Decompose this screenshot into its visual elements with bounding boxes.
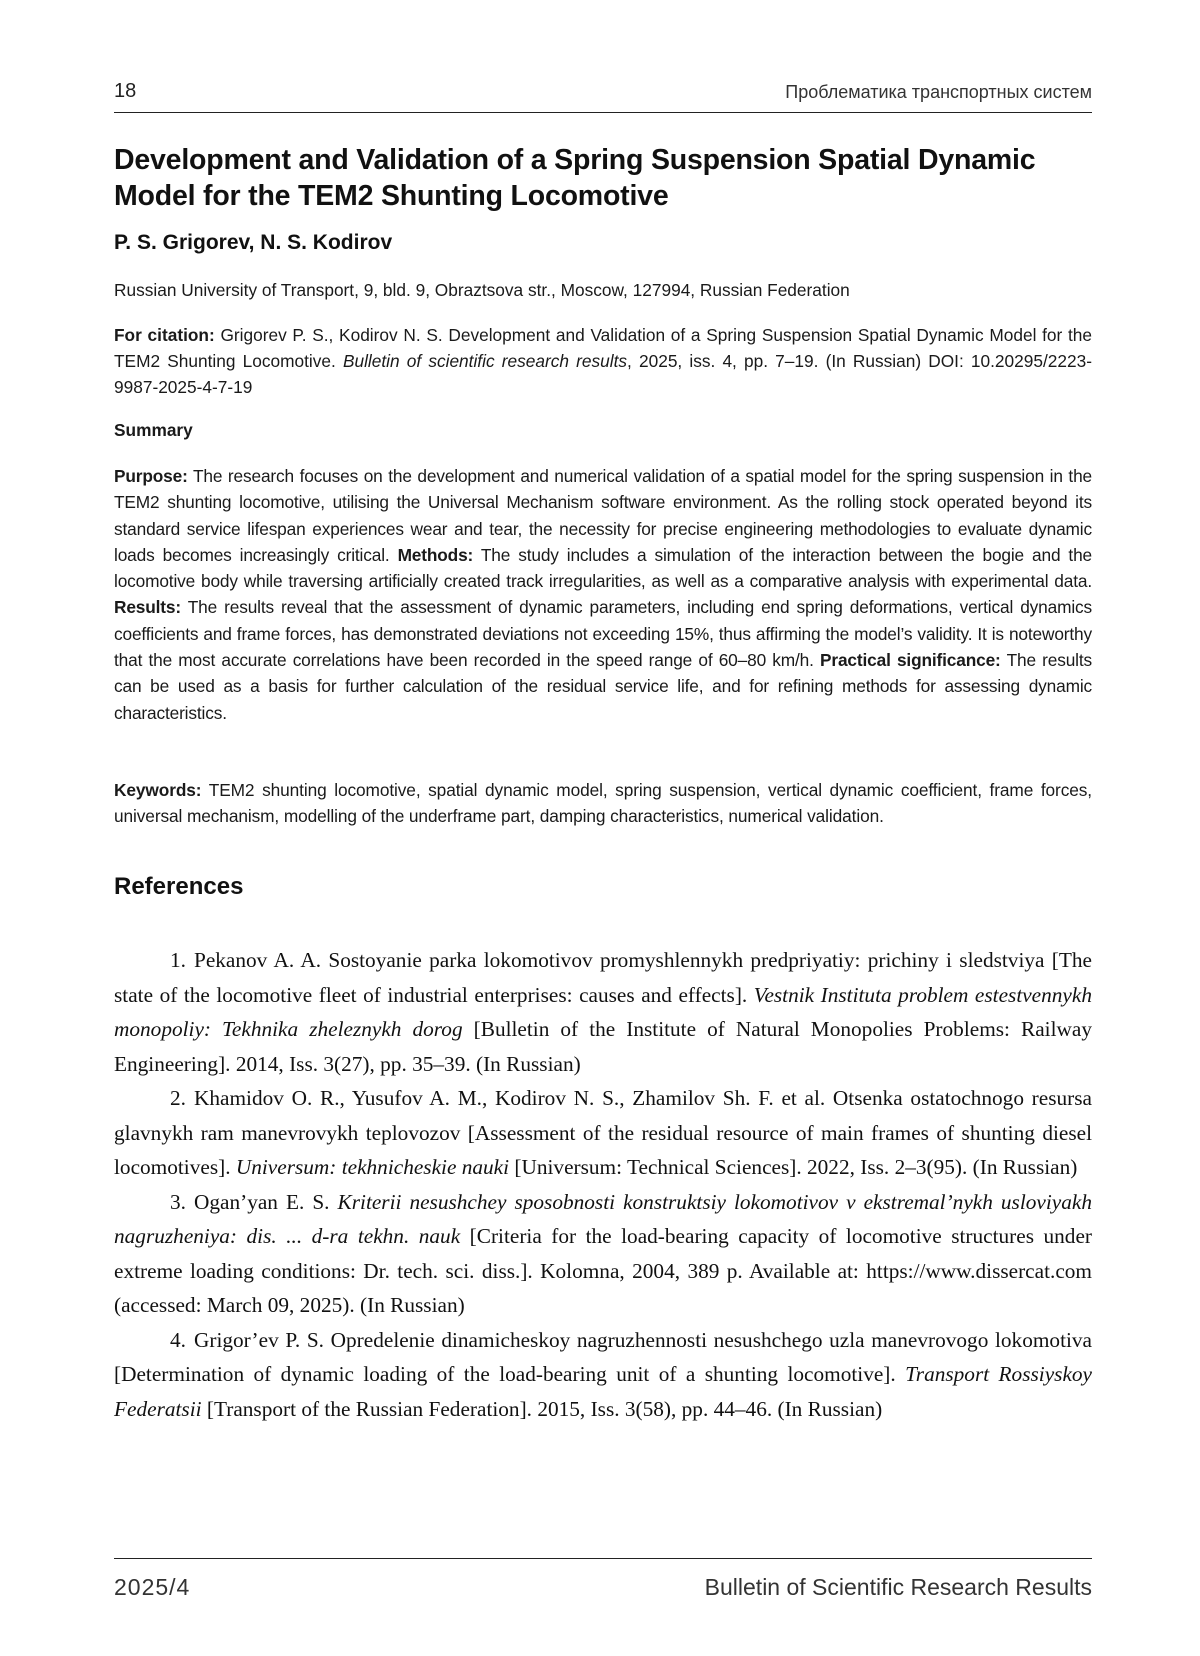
summary-heading: Summary [114, 420, 193, 440]
article-authors: P. S. Grigorev, N. S. Kodirov [114, 231, 393, 254]
purpose-label: Purpose: [114, 466, 188, 486]
issue-number: 2025/4 [114, 1574, 191, 1600]
reference-item [114, 943, 1092, 1081]
reference-source: Kriterii nesushchey sposobnosti konstruktsiy lokomotivov v ekstremal’nykh usloviyakh nagruzheniya: dis. ... d-ra tekhn. nauk [114, 1189, 1092, 1248]
article-title: Development and Validation of a Spring Suspension Spatial Dynamic Model for the TEM2 Shunting Locomotive [114, 144, 1036, 212]
reference-number: 4. [170, 1327, 186, 1352]
reference-text-after: [Criteria for the load-bearing capacity of locomotive structures under extreme loading conditions: Dr. tech. sci. diss.]. Kolomna, 2004, 389 p. Available at: https://www.dissercat.com (accessed: March 09, 2025). (In Russian) [114, 1224, 1092, 1317]
keywords-text: TEM2 shunting locomotive, spatial dynamic model, spring suspension, vertical dynamic coefficient, frame forces, universal mechanism, modelling of the underframe part, damping characteristics, numerical validation. [114, 780, 1092, 827]
references-list [114, 943, 1092, 1426]
journal-name: Bulletin of Scientific Research Results [704, 1574, 1092, 1600]
reference-text-after: [Transport of the Russian Federation]. 2015, Iss. 3(58), pp. 44–46. (In Russian) [201, 1396, 883, 1421]
journal-page [114, 0, 1092, 1656]
reference-item [114, 1081, 1092, 1185]
references-heading: References [114, 873, 244, 900]
page-footer [114, 1558, 1092, 1609]
results-label: Results: [114, 597, 181, 618]
reference-text: Pekanov A. A. Sostoyanie parka lokomotivov promyshlennykh predpriyatiy: prichiny i sledstviya [The state of the locomotive fleet of industrial enterprises: causes and effects]. [114, 948, 1092, 1007]
citation-label: For citation: [114, 325, 215, 345]
reference-text: Grigor’ev P. S. Opredelenie dinamicheskoy nagruzhennosti nesushchego uzla manevrovogo lokomotiva [Determination of dynamic loading of the load-bearing unit of a shunting locomotive]. [114, 1327, 1092, 1386]
keywords-block [114, 777, 1092, 830]
author-affiliation: Russian University of Transport, 9, bld. 9, Obraztsova str., Moscow, 127994, Russian Federation [114, 280, 850, 300]
results-text: The results reveal that the assessment of dynamic parameters, including end spring deformations, vertical dynamics coefficients and frame forces, has demonstrated deviations not exceeding 15%, thus affirming the model’s validity. It is noteworthy that the most accurate correlations have been recorded in the speed range of 60–80 km/h. [114, 597, 1092, 671]
reference-number: 3. [170, 1189, 186, 1214]
reference-item [114, 1185, 1092, 1323]
reference-number: 1. [170, 948, 186, 972]
reference-source: Transport Rossiyskoy Federatsii [114, 1362, 1092, 1421]
significance-text: The results can be used as a basis for further calculation of the residual service life, and for refining methods for assessing dynamic characteristics. [114, 650, 1093, 723]
reference-text-after: [Bulletin of the Institute of Natural Monopolies Problems: Railway Engineering]. 2014, Iss. 3(27), pp. 35–39. (In Russian) [114, 1017, 1092, 1076]
methods-label: Methods: [397, 544, 474, 565]
methods-text: The study includes a simulation of the interaction between the bogie and the locomotive body while traversing artificially created track irregularities, as well as a comparative analysis with experimental data. [114, 544, 1092, 592]
reference-text: Khamidov O. R., Yusufov A. M., Kodirov N. S., Zhamilov Sh. F. et al. Otsenka ostatochnogo resursa glavnykh ram manevrovykh teplovozov [Assessment of the residual resource of main frames of shunting diesel locomotives]. [114, 1086, 1092, 1179]
citation-block [114, 322, 1092, 400]
purpose-text: The research focuses on the development and numerical validation of a spatial model for the spring suspension in the TEM2 shunting locomotive, utilising the Universal Mechanism software environment. As the rolling stock operated beyond its standard service lifespan experiences wear and tear, the necessity for precise engineering methodologies to evaluate dynamic loads becomes increasingly critical. [114, 466, 1092, 565]
keywords-label: Keywords: [114, 780, 202, 800]
running-header [114, 76, 1092, 113]
reference-source: Universum: tekhnicheskie nauki [235, 1155, 510, 1179]
reference-number: 2. [170, 1086, 186, 1110]
reference-item [114, 1323, 1092, 1427]
journal-section-title: Проблематика транспортных систем [785, 82, 1092, 102]
reference-source: Vestnik Instituta problem estestvennykh monopoliy: Tekhnika zheleznykh dorog [114, 982, 1092, 1041]
reference-text-after: [Universum: Technical Sciences]. 2022, Iss. 2–3(95). (In Russian) [509, 1155, 1078, 1179]
citation-journal: Bulletin of scientific research results [342, 351, 628, 371]
summary-abstract [114, 463, 1092, 726]
page-number: 18 [114, 80, 137, 102]
citation-text-after: , 2025, iss. 4, pp. 7–19. (In Russian) DOI: 10.20295/2223-9987-2025-4-7-19 [114, 351, 1092, 397]
reference-text: Ogan’yan E. S. [193, 1189, 338, 1214]
significance-label: Practical significance: [820, 650, 1001, 671]
citation-text-before: Grigorev P. S., Kodirov N. S. Development and Validation of a Spring Suspension Spatial Dynamic Model for the TEM2 Shunting Locomotive. [114, 325, 1093, 371]
